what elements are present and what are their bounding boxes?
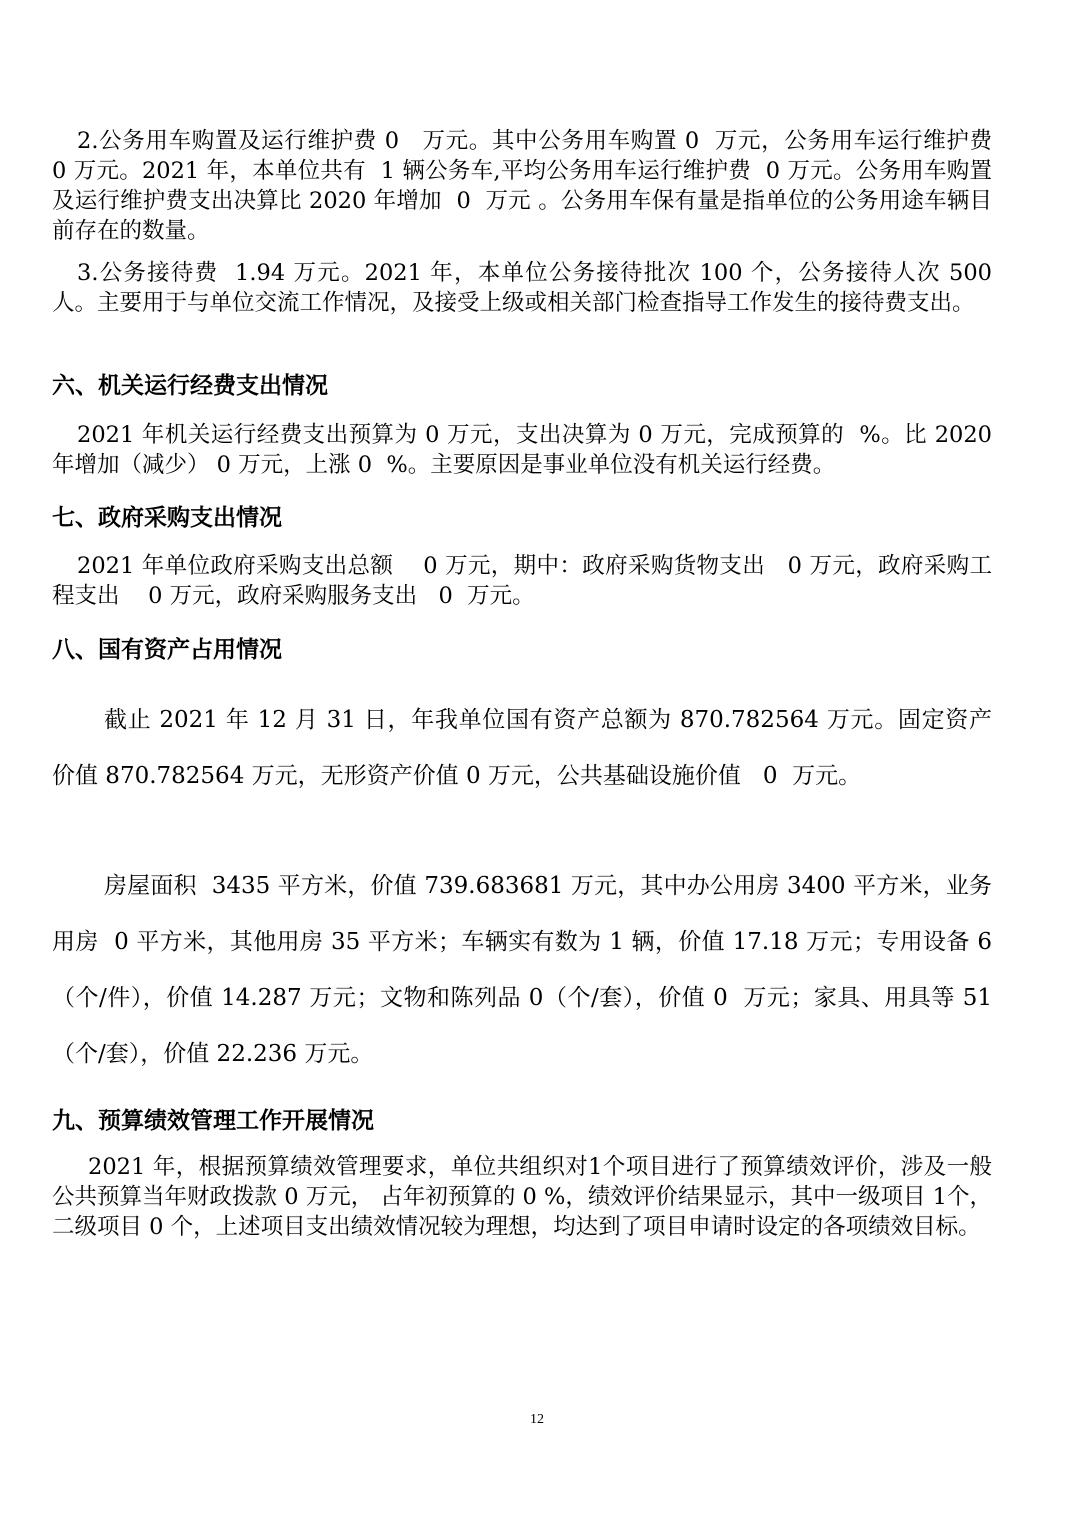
vehicle-expense-paragraph: 2.公务用车购置及运行维护费 0 万元。其中公务用车购置 0 万元，公务用车运行维护费 0 万元。2021 年，本单位共有 1 辆公务车,平均公务用车运行维护费 0 万元。公务用车购置及运行维护费支出决算比 2020 年增加 0 万元 。公务用车保有量是指单位的公务用途车辆目前存在的数量。 (52, 128, 1007, 244)
section-8-paragraph-property: 房屋面积 3435 平方米，价值 739.683681 万元，其中办公用房 3400 平方米，业务用房 0 平方米，其他用房 35 平方米；车辆实有数为 1 辆，价值 17.18 万元；专用设备 6（个/件），价值 14.287 万元；文物和陈列品 0（个/套），价值 0 万元；家具、用具等 51 （个/套），价值 22.236 万元。 (52, 873, 1000, 1067)
section-7-heading: 七、政府采购支出情况 (52, 505, 282, 531)
section-8-body-2 (52, 858, 1000, 1082)
reception-expense-paragraph: 3.公务接待费 1.94 万元。2021 年，本单位公务接待批次 100 个，公务接待人次 500 人。主要用于与单位交流工作情况，及接受上级或相关部门检查指导工作发生的接待费支出。 (52, 260, 1007, 316)
section-6-heading: 六、机关运行经费支出情况 (52, 373, 328, 399)
section-8-heading: 八、国有资产占用情况 (52, 637, 282, 663)
section-8-body-1 (52, 692, 992, 804)
section-9-body (52, 1152, 992, 1242)
section-9-heading: 九、预算绩效管理工作开展情况 (52, 1108, 374, 1134)
section-7 (52, 503, 992, 533)
section-9-paragraph: 2021 年，根据预算绩效管理要求，单位共组织对1个项目进行了预算绩效评价，涉及一般公共预算当年财政拨款 0 万元， 占年初预算的 0 %，绩效评价结果显示，其中一级项目 1个，二级项目 0 个，上述项目支出绩效情况较为理想，均达到了项目申请时设定的各项绩效目标。 (52, 1154, 992, 1240)
section-6-paragraph: 2021 年机关运行经费支出预算为 0 万元，支出决算为 0 万元，完成预算的 %。比 2020 年增加（减少） 0 万元，上涨 0 %。主要原因是事业单位没有机关运行经费。 (52, 422, 1000, 478)
section-6 (52, 371, 992, 401)
section-8 (52, 635, 992, 665)
section-9 (52, 1106, 992, 1136)
section-6-body (52, 420, 1000, 480)
page-number: 12 (530, 1412, 544, 1427)
reception-expense-block (52, 258, 1007, 318)
vehicle-expense-block (52, 126, 1007, 246)
section-7-paragraph: 2021 年单位政府采购支出总额 0 万元，期中：政府采购货物支出 0 万元，政府采购工程支出 0 万元，政府采购服务支出 0 万元。 (52, 553, 992, 609)
section-7-body (52, 551, 992, 611)
section-8-paragraph-assets: 截止 2021 年 12 月 31 日，年我单位国有资产总额为 870.782564 万元。固定资产价值 870.782564 万元，无形资产价值 0 万元，公共基础设施价值 0 万元。 (52, 707, 992, 789)
